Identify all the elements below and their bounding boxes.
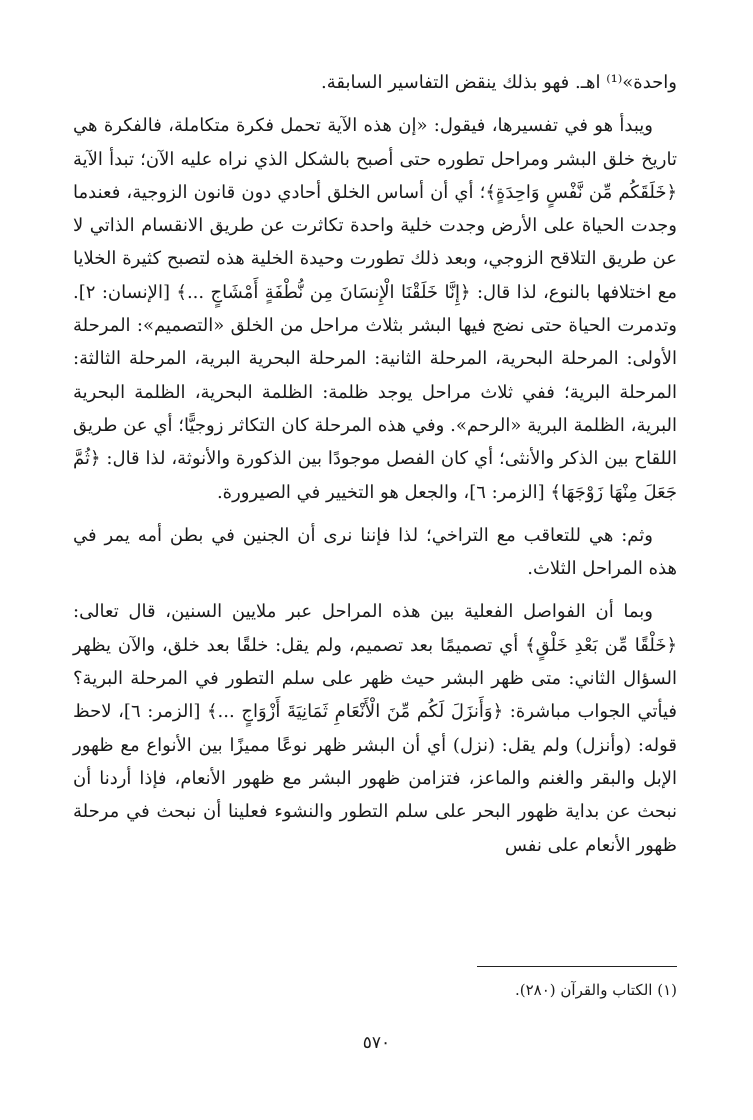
paragraph-2: ويبدأ هو في تفسيرها، فيقول: «إن هذه الآية تحمل فكرة متكاملة، فالفكرة هي تاريخ خلق البشر ومراحل تطوره حتى أصبح بالشكل الذي نراه عليه الآن؛ تبدأ الآية ﴿خَلَقَكُم مِّن نَّفْسٍ وَاحِدَةٍ﴾؛ أي أن أساس الخلق أحادي دون قانون الزوجية، فعندما وجدت الحياة على الأرض وجدت خلية واحدة تكاثرت عن طريق الانقسام الذاتي لا عن طريق التلاقح الزوجي، وبعد ذلك تطورت وحيدة الخلية هذه لتصبح كثيرة الخلايا مع اختلافها بالنوع، لذا قال: ﴿إِنَّا خَلَقْنَا الْإِنسَانَ مِن نُّطْفَةٍ أَمْشَاجٍ ...﴾ [الإنسان: ٢]. وتدمرت الحياة حتى نضج فيها البشر بثلاث مراحل من الخلق «التصميم»: المرحلة الأولى: المرحلة البحرية، المرحلة الثانية: المرحلة البحرية البرية، المرحلة الثالثة: المرحلة البرية؛ ففي ثلاث مراحل يوجد ظلمة: الظلمة البحرية، الظلمة البحرية البرية، الظلمة البرية «الرحم». وفي هذه المرحلة كان التكاثر زوجيًّا؛ أي عن طريق اللقاح بين الذكر والأنثى؛ أي كان الفصل موجودًا بين الذكورة والأنوثة، لذا قال: ﴿ثُمَّ جَعَلَ مِنْهَا زَوْجَهَا﴾ [الزمر: ٦]، والجعل هو التخيير في الصيرورة. [73,115,677,503]
page-number: ٥٧٠ [362,1033,391,1053]
paragraph-3: وثم: هي للتعاقب مع التراخي؛ لذا فإننا نرى أن الجنين في بطن أمه يمر في هذه المراحل الثلاث. [73,524,677,580]
footnote-separator [477,966,677,967]
paragraph-1: واحدة»⁽¹⁾ اهـ. فهو بذلك ينقض التفاسير السابقة. [321,72,677,93]
paragraph-4: وبما أن الفواصل الفعلية بين هذه المراحل عبر ملايين السنين، قال تعالى: ﴿خَلْقًا مِّن بَعْدِ خَلْقٍ﴾ أي تصميمًا بعد تصميم، ولم يقل: خلقًا بعد خلق، والآن يظهر السؤال الثاني: متى ظهر البشر حيث ظهر على سلم التطور في المرحلة البرية؟ فيأتي الجواب مباشرة: ﴿وَأَنزَلَ لَكُم مِّنَ الْأَنْعَامِ ثَمَانِيَةَ أَزْوَاجٍ ...﴾ [الزمر: ٦]، لاحظ قوله: (وأنزل) ولم يقل: (نزل) أي أن البشر ظهر نوعًا مميزًا بين الأنواع مع ظهور الإبل والبقر والغنم والماعز، فتزامن ظهور البشر مع ظهور الأنعام، فإذا أردنا أن نبحث عن بداية ظهور البحر على سلم التطور والنشوء فعلينا أن نبحث في مرحلة ظهور الأنعام على نفس [73,601,677,856]
main-text [73,66,677,862]
footnote: (١) الكتاب والقرآن (٢٨٠). [515,981,677,999]
